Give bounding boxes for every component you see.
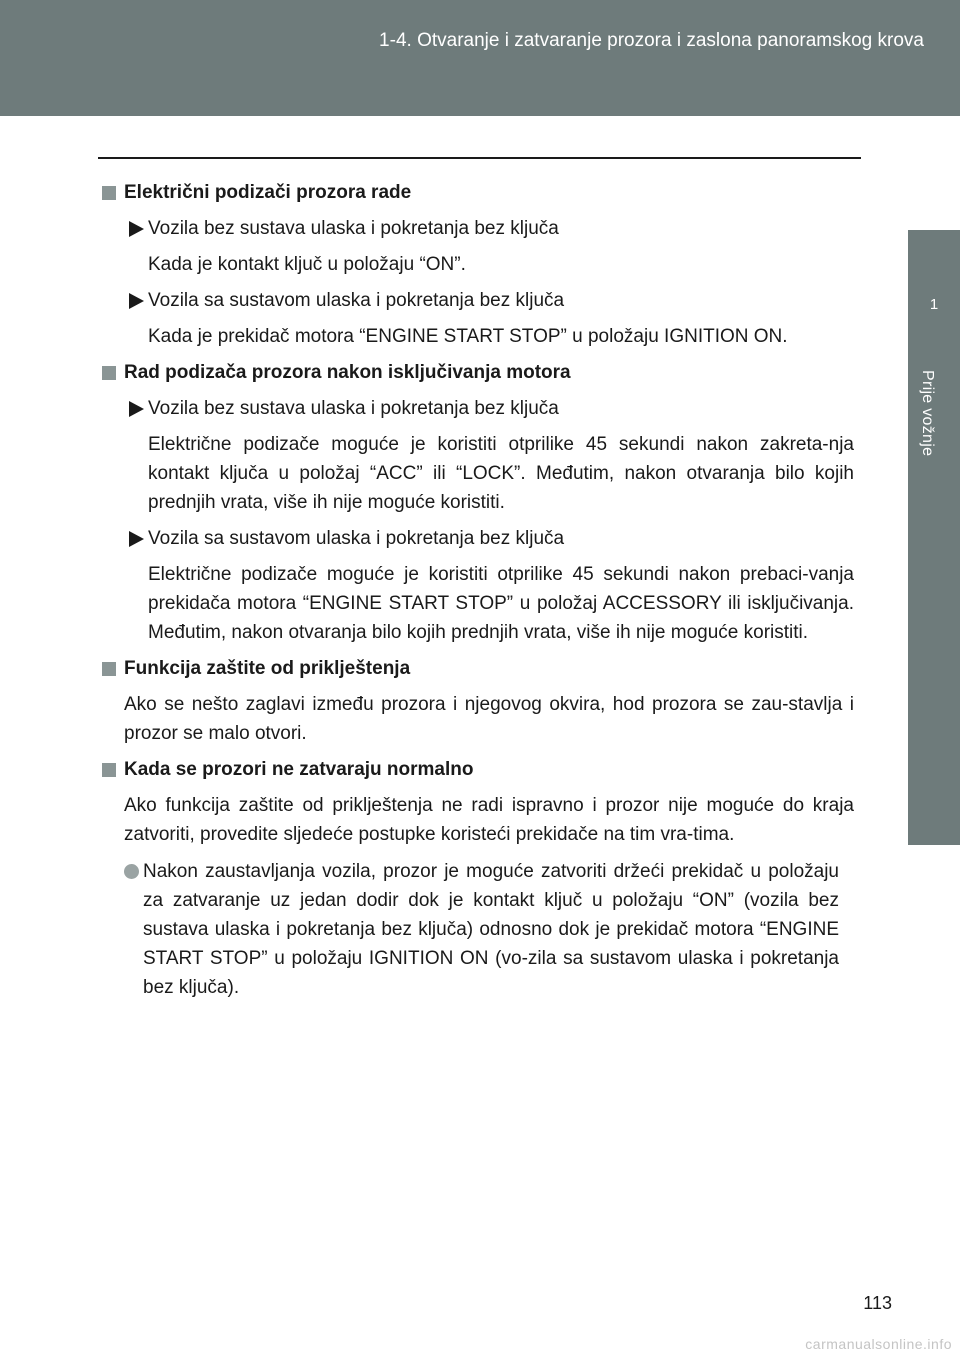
body-paragraph: Električne podizače moguće je koristiti otprilike 45 sekundi nakon prebaci-vanja prekidača motora “ENGINE START STOP” u položaj ACCESSORY ili isključivanja. Međutim, nakon otvaranja bilo kojih prednjih vrata, više ih nije moguće koristiti. — [148, 564, 854, 643]
top-divider — [98, 157, 861, 159]
header-band — [0, 0, 960, 116]
square-bullet-icon — [102, 186, 116, 200]
section-heading-text: Električni podizači prozora rade — [124, 182, 412, 203]
triangle-pointer-icon — [129, 293, 144, 309]
variant-text: Vozila bez sustava ulaska i pokretanja bez ključa — [148, 398, 559, 419]
chapter-title: 1-4. Otvaranje i zatvaranje prozora i zaslona panoramskog krova — [379, 30, 924, 51]
variant-text: Vozila bez sustava ulaska i pokretanja bez ključa — [148, 218, 559, 239]
chapter-number: 1 — [929, 296, 939, 313]
body-paragraph: Ako funkcija zaštite od priklještenja ne radi ispravno i prozor nije moguće do kraja zatvoriti, provedite sljedeće postupke koristeći prekidače na tim vra-tima. — [124, 795, 854, 845]
section-heading — [100, 358, 854, 387]
section-heading — [100, 755, 854, 784]
square-bullet-icon — [102, 366, 116, 380]
square-bullet-icon — [102, 763, 116, 777]
body-paragraph: Kada je prekidač motora “ENGINE START STOP” u položaju IGNITION ON. — [148, 326, 788, 347]
page-content — [100, 178, 854, 1002]
section-heading-text: Funkcija zaštite od priklještenja — [124, 658, 411, 679]
square-bullet-icon — [102, 662, 116, 676]
variant-line — [100, 286, 854, 315]
chapter-label: Prije vožnje — [919, 370, 936, 457]
chapter-tab — [908, 230, 960, 355]
section-heading-text: Kada se prozori ne zatvaraju normalno — [124, 759, 474, 780]
bullet-text: Nakon zaustavljanja vozila, prozor je moguće zatvoriti držeći prekidač u položaju za zatvaranje uz jedan dodir dok je kontakt ključ u položaju “ON” (vozila bez sustava ulaska i pokretanja bez ključa) odnosno dok je prekidač motora “ENGINE START STOP” u položaju IGNITION ON (vo-zila sa sustavom ulaska i pokretanja bez ključa). — [143, 861, 839, 998]
section-heading — [100, 178, 854, 207]
page-number: 113 — [863, 1293, 892, 1313]
variant-line — [100, 214, 854, 243]
body-paragraph: Kada je kontakt ključ u položaju “ON”. — [148, 254, 466, 275]
circle-bullet-icon — [124, 864, 139, 879]
bullet-item — [100, 857, 839, 1002]
variant-line — [100, 394, 854, 423]
body-paragraph: Električne podizače moguće je koristiti otprilike 45 sekundi nakon zakreta-nja kontakt ključa u položaj “ACC” ili “LOCK”. Međutim, nakon otvaranja bilo kojih prednjih vrata, više ih nije moguće koristiti. — [148, 434, 854, 513]
variant-text: Vozila sa sustavom ulaska i pokretanja bez ključa — [148, 528, 565, 549]
triangle-pointer-icon — [129, 401, 144, 417]
section-heading — [100, 654, 854, 683]
section-heading-text: Rad podizača prozora nakon isključivanja motora — [124, 362, 571, 383]
body-paragraph: Ako se nešto zaglavi između prozora i njegovog okvira, hod prozora se zau-stavlja i prozor se malo otvori. — [124, 694, 854, 744]
variant-text: Vozila sa sustavom ulaska i pokretanja bez ključa — [148, 290, 565, 311]
triangle-pointer-icon — [129, 531, 144, 547]
watermark: carmanualsonline.info — [805, 1336, 952, 1352]
triangle-pointer-icon — [129, 221, 144, 237]
variant-line — [100, 524, 854, 553]
